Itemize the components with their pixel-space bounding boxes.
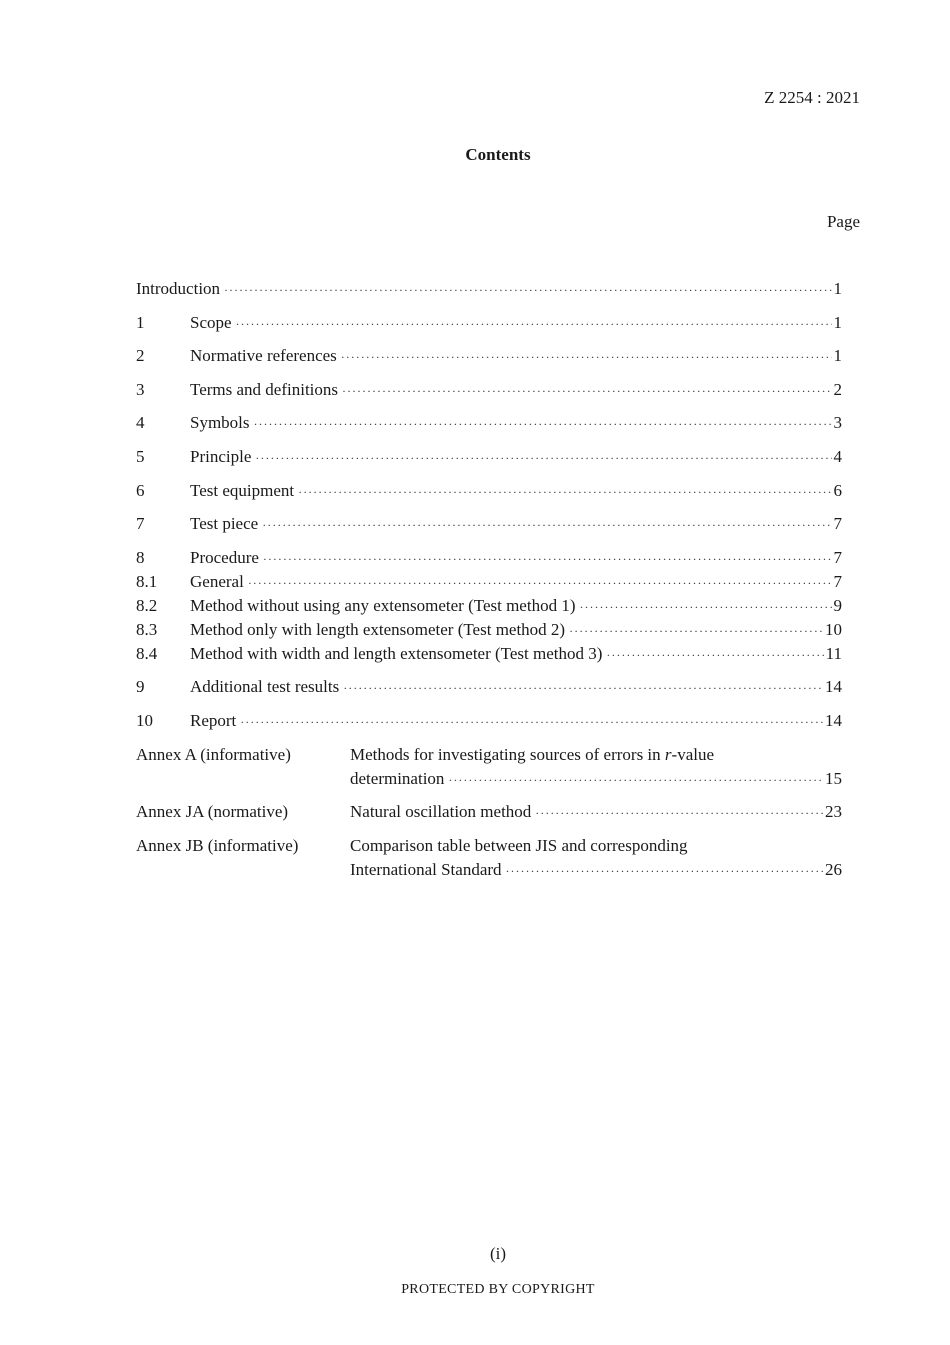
toc-clause-2[interactable]: [136, 344, 842, 368]
r-value-symbol: r: [664, 744, 672, 764]
toc-clause-10[interactable]: [136, 709, 842, 733]
toc-introduction[interactable]: [136, 277, 842, 301]
toc-page-number: 7: [833, 514, 842, 534]
page-folio: (i): [489, 1244, 507, 1263]
leader-dots: [248, 571, 832, 595]
toc-clause-number: 1: [136, 312, 145, 332]
toc-clause-number: 7: [136, 514, 145, 534]
toc-page-number: 7: [833, 547, 842, 567]
toc-clause-9[interactable]: [136, 675, 842, 699]
toc-page-number: 14: [825, 677, 842, 697]
toc-entry-label: determination: [350, 768, 445, 788]
toc-clause-number: 8: [136, 547, 145, 567]
toc-page-number: 1: [833, 279, 842, 298]
toc-entry-label: Procedure: [190, 547, 259, 567]
contents-title: Contents: [465, 145, 531, 164]
toc-annex-ja[interactable]: [136, 800, 842, 824]
copyright-notice: PROTECTED BY COPYRIGHT: [401, 1282, 595, 1297]
leader-dots: [254, 412, 832, 436]
toc-entry-label: Natural oscillation method: [350, 802, 532, 822]
leader-dots: [262, 513, 831, 537]
toc-clause-6[interactable]: [136, 479, 842, 503]
toc-entry-label: International Standard: [350, 859, 502, 879]
leader-dots: [606, 643, 823, 667]
toc-page-number: 4: [833, 446, 842, 466]
leader-dots: [506, 859, 823, 883]
standard-number: Z 2254 : 2021: [764, 88, 860, 107]
toc-entry-label: Method only with length extensometer (Test method 2): [190, 619, 566, 639]
leader-dots: [535, 801, 823, 825]
toc-clause-7[interactable]: [136, 512, 842, 536]
toc-page-number: 6: [833, 480, 842, 500]
toc-entry-label: Additional test results: [190, 677, 340, 697]
leader-dots: [298, 480, 831, 504]
toc-entry-label: Method with width and length extensometer (Test method 3): [190, 643, 603, 663]
annex-label: Annex A (informative): [136, 744, 291, 764]
toc-annex-jb-line2[interactable]: [136, 858, 842, 882]
toc-clause-8-3[interactable]: [136, 618, 842, 642]
toc-clause-1[interactable]: [136, 311, 842, 335]
toc-clause-number: 2: [136, 346, 145, 366]
leader-dots: [341, 345, 832, 369]
toc-annex-a-line2[interactable]: [136, 767, 842, 791]
toc-clause-number: 5: [136, 446, 145, 466]
leader-dots: [580, 595, 832, 619]
page-column-label: Page: [826, 212, 860, 231]
toc-clause-number: 4: [136, 413, 145, 433]
toc-clause-8-2[interactable]: [136, 594, 842, 618]
toc-clause-8-1[interactable]: [136, 570, 842, 594]
toc-entry-label: General: [190, 571, 244, 591]
annex-label: Annex JA (normative): [136, 802, 289, 822]
leader-dots: [448, 768, 823, 792]
toc-clause-number: 8.2: [136, 595, 158, 615]
toc-entry-label: Terms and definitions: [190, 379, 339, 399]
table-of-contents: [136, 277, 842, 882]
toc-clause-number: 9: [136, 677, 145, 697]
leader-dots: [263, 547, 832, 571]
toc-page-number: 11: [825, 643, 842, 663]
toc-page-number: 14: [825, 710, 842, 730]
toc-annex-jb-line1[interactable]: [136, 834, 842, 858]
toc-entry-label: Principle: [190, 446, 252, 466]
toc-entry-label: Scope: [190, 312, 232, 332]
toc-annex-a-line1[interactable]: [136, 743, 842, 767]
toc-entry-label: Test equipment: [190, 480, 295, 500]
leader-dots: [569, 619, 823, 643]
toc-page-number: 1: [833, 346, 842, 366]
toc-entry-label: Method without using any extensometer (Test method 1): [190, 595, 576, 615]
toc-page-number: 1: [833, 312, 842, 332]
toc-page-number: 26: [825, 859, 842, 879]
toc-clause-number: 8.4: [136, 643, 158, 663]
toc-page-number: 15: [825, 768, 842, 788]
toc-page-number: 2: [833, 379, 842, 399]
toc-clause-number: 8.1: [136, 571, 158, 591]
annex-title: Comparison table between JIS and corresponding: [350, 835, 688, 855]
toc-page-number: 9: [833, 595, 842, 615]
annex-title-text: -value: [671, 744, 715, 764]
toc-clause-8-4[interactable]: [136, 642, 842, 666]
annex-title: [350, 743, 714, 767]
toc-clause-8[interactable]: [136, 546, 842, 570]
toc-clause-number: 10: [136, 710, 153, 730]
toc-clause-3[interactable]: [136, 378, 842, 402]
toc-page-number: 3: [833, 413, 842, 433]
leader-dots: [342, 379, 831, 403]
leader-dots: [240, 710, 823, 734]
leader-dots: [255, 446, 831, 470]
toc-page-number: 7: [833, 571, 842, 591]
toc-entry-label: Symbols: [190, 413, 250, 433]
toc-entry-label: Report: [190, 710, 237, 730]
toc-entry-label: Introduction: [136, 279, 221, 298]
toc-clause-number: 6: [136, 480, 145, 500]
toc-page-number: 23: [825, 802, 842, 822]
annex-title-text: Methods for investigating sources of errors in: [350, 744, 665, 764]
leader-dots: [236, 312, 832, 336]
toc-clause-4[interactable]: [136, 411, 842, 435]
toc-entry-label: Normative references: [190, 346, 337, 366]
annex-label: Annex JB (informative): [136, 835, 299, 855]
toc-page-number: 10: [825, 619, 842, 639]
toc-clause-number: 3: [136, 379, 145, 399]
toc-entry-label: Test piece: [190, 514, 259, 534]
leader-dots: [224, 278, 831, 302]
toc-clause-5[interactable]: [136, 445, 842, 469]
leader-dots: [343, 676, 823, 700]
toc-clause-number: 8.3: [136, 619, 158, 639]
